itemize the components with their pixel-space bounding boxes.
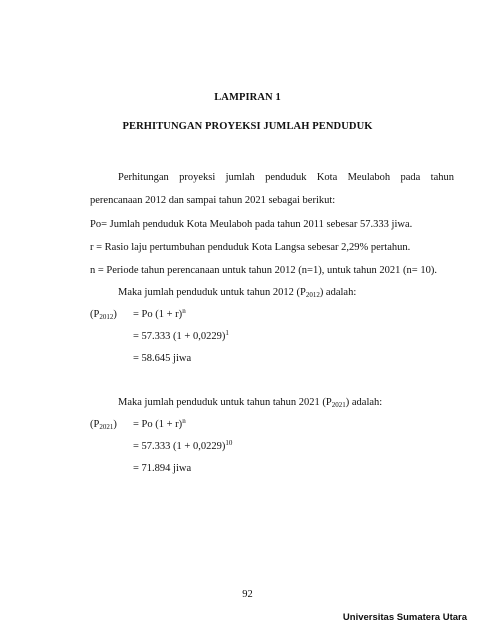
intro-paragraph-line-2: perencanaan 2012 dan sampai tahun 2021 sebagai berikut: bbox=[90, 195, 336, 206]
footer-institution: Universitas Sumatera Utara bbox=[342, 612, 467, 623]
calc-2012-formula: = Po $(1 + r)^n$ bbox=[133, 307, 186, 320]
calc-2021-formula: = Po $(1 + r)^n$ bbox=[133, 417, 186, 430]
page-title: LAMPIRAN 1 bbox=[214, 92, 281, 103]
page-number: 92 bbox=[242, 589, 253, 600]
intro-paragraph-line-1: Perhitungan proyeksi jumlah penduduk Kota Meulaboh pada tahun bbox=[118, 172, 454, 183]
calc-2021-intro: Maka jumlah penduduk untuk tahun tahun 2021 $(P_{2021})$ adalah: bbox=[118, 397, 383, 409]
calc-2021-result: = 71.894 jiwa bbox=[133, 463, 192, 474]
calc-2012-label: $(P_{2012})$ bbox=[90, 309, 117, 321]
definition-po: Po= Jumlah penduduk Kota Meulaboh pada tahun 2011 sebesar 57.333 jiwa. bbox=[90, 219, 413, 230]
definition-n: n = Periode tahun perencanaan untuk tahun 2012 (n=1), untuk tahun 2021 (n= 10). bbox=[90, 265, 437, 276]
calc-2012-step: = 57.333 $(1 + 0,0229)^1$ bbox=[133, 329, 229, 342]
page-subtitle: PERHITUNGAN PROYEKSI JUMLAH PENDUDUK bbox=[122, 121, 373, 132]
calc-2012-intro: Maka jumlah penduduk untuk tahun 2012 $(P_{2012})$ adalah: bbox=[118, 287, 357, 299]
calc-2012-result: = 58.645 jiwa bbox=[133, 353, 192, 364]
definition-r: r = Rasio laju pertumbuhan penduduk Kota Langsa sebesar 2,29% pertahun. bbox=[90, 242, 411, 253]
calc-2021-label: $(P_{2021})$ bbox=[90, 419, 117, 431]
calc-2021-step: = 57.333 $(1 + 0,0229)^{10}$ bbox=[133, 439, 233, 452]
